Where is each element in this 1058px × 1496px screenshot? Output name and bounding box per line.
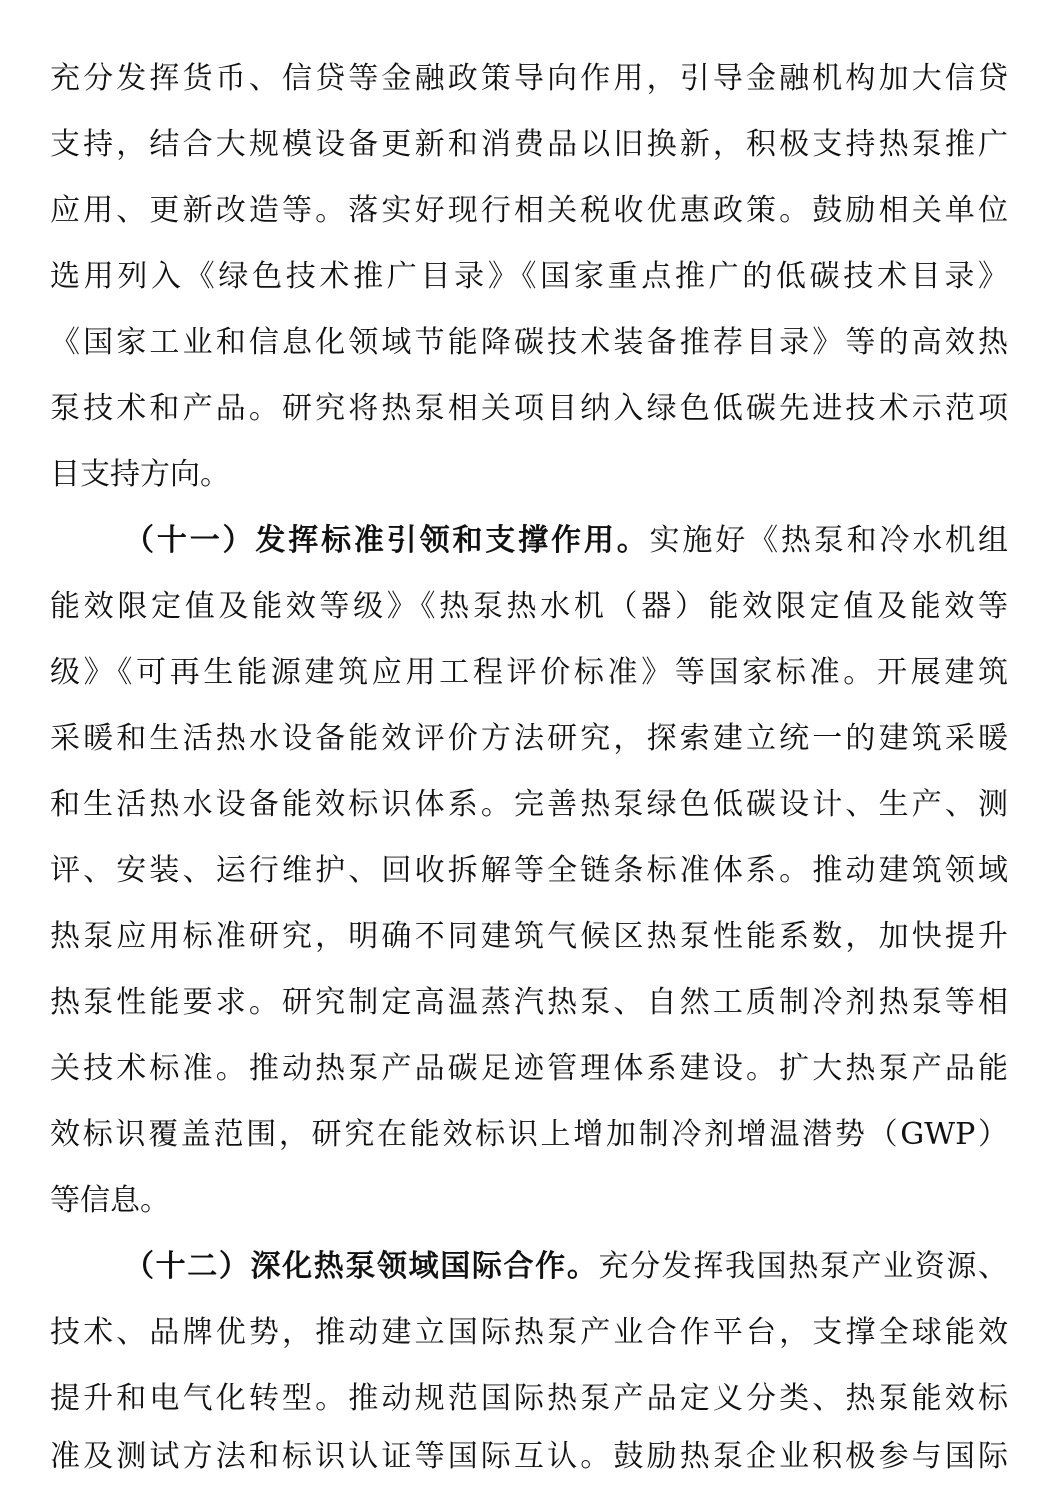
paragraph-line: 效标识覆盖范围，研究在能效标识上增加制冷剂增温潜势（GWP） xyxy=(50,1117,1008,1152)
paragraph-line: 泵技术和产品。研究将热泵相关项目纳入绿色低碳先进技术示范项 xyxy=(50,391,1008,426)
paragraph-line: 技术、品牌优势，推动建立国际热泵产业合作平台，支撑全球能效 xyxy=(50,1315,1008,1350)
paragraph-line: 目支持方向。 xyxy=(50,457,230,492)
paragraph-line: 等信息。 xyxy=(50,1183,170,1218)
paragraph-line: 支持，结合大规模设备更新和消费品以旧换新，积极支持热泵推广 xyxy=(50,127,1008,162)
paragraph-line: 能效限定值及能效等级》《热泵热水机（器）能效限定值及能效等 xyxy=(50,589,1008,624)
paragraph-line: 关技术标准。推动热泵产品碳足迹管理体系建设。扩大热泵产品能 xyxy=(50,1051,1008,1086)
paragraph-line: 和生活热水设备能效标识体系。完善热泵绿色低碳设计、生产、测 xyxy=(50,787,1008,822)
section-first-line xyxy=(50,1234,1008,1300)
paragraph-line: 充分发挥货币、信贷等金融政策导向作用，引导金融机构加大信贷 xyxy=(50,61,1008,96)
paragraph-line: 评、安装、运行维护、回收拆解等全链条标准体系。推动建筑领域 xyxy=(50,853,1008,888)
section-first-line-text: 实施好《热泵和冷水机组 xyxy=(649,523,1009,558)
paragraph-line: 级》《可再生能源建筑应用工程评价标准》等国家标准。开展建筑 xyxy=(50,655,1008,690)
paragraph-line: 选用列入《绿色技术推广目录》《国家重点推广的低碳技术目录》 xyxy=(50,259,1008,294)
section-first-line xyxy=(50,508,1008,574)
section-heading: （十一）发挥标准引领和支撑作用。 xyxy=(124,523,650,558)
paragraph-line: 应用、更新改造等。落实好现行相关税收优惠政策。鼓励相关单位 xyxy=(50,193,1008,228)
paragraph-line: 准及测试方法和标识认证等国际互认。鼓励热泵企业积极参与国际 xyxy=(50,1439,1008,1474)
paragraph-line: 采暖和生活热水设备能效评价方法研究，探索建立统一的建筑采暖 xyxy=(50,721,1008,756)
paragraph-line: 《国家工业和信息化领域节能降碳技术装备推荐目录》等的高效热 xyxy=(50,325,1008,360)
paragraph-line: 热泵应用标准研究，明确不同建筑气候区热泵性能系数，加快提升 xyxy=(50,919,1008,954)
paragraph-line: 提升和电气化转型。推动规范国际热泵产品定义分类、热泵能效标 xyxy=(50,1381,1008,1416)
section-heading: （十二）深化热泵领域国际合作。 xyxy=(124,1249,599,1284)
section-first-line-text: 充分发挥我国热泵产业资源、 xyxy=(598,1249,1009,1284)
paragraph-line: 热泵性能要求。研究制定高温蒸汽热泵、自然工质制冷剂热泵等相 xyxy=(50,985,1008,1020)
